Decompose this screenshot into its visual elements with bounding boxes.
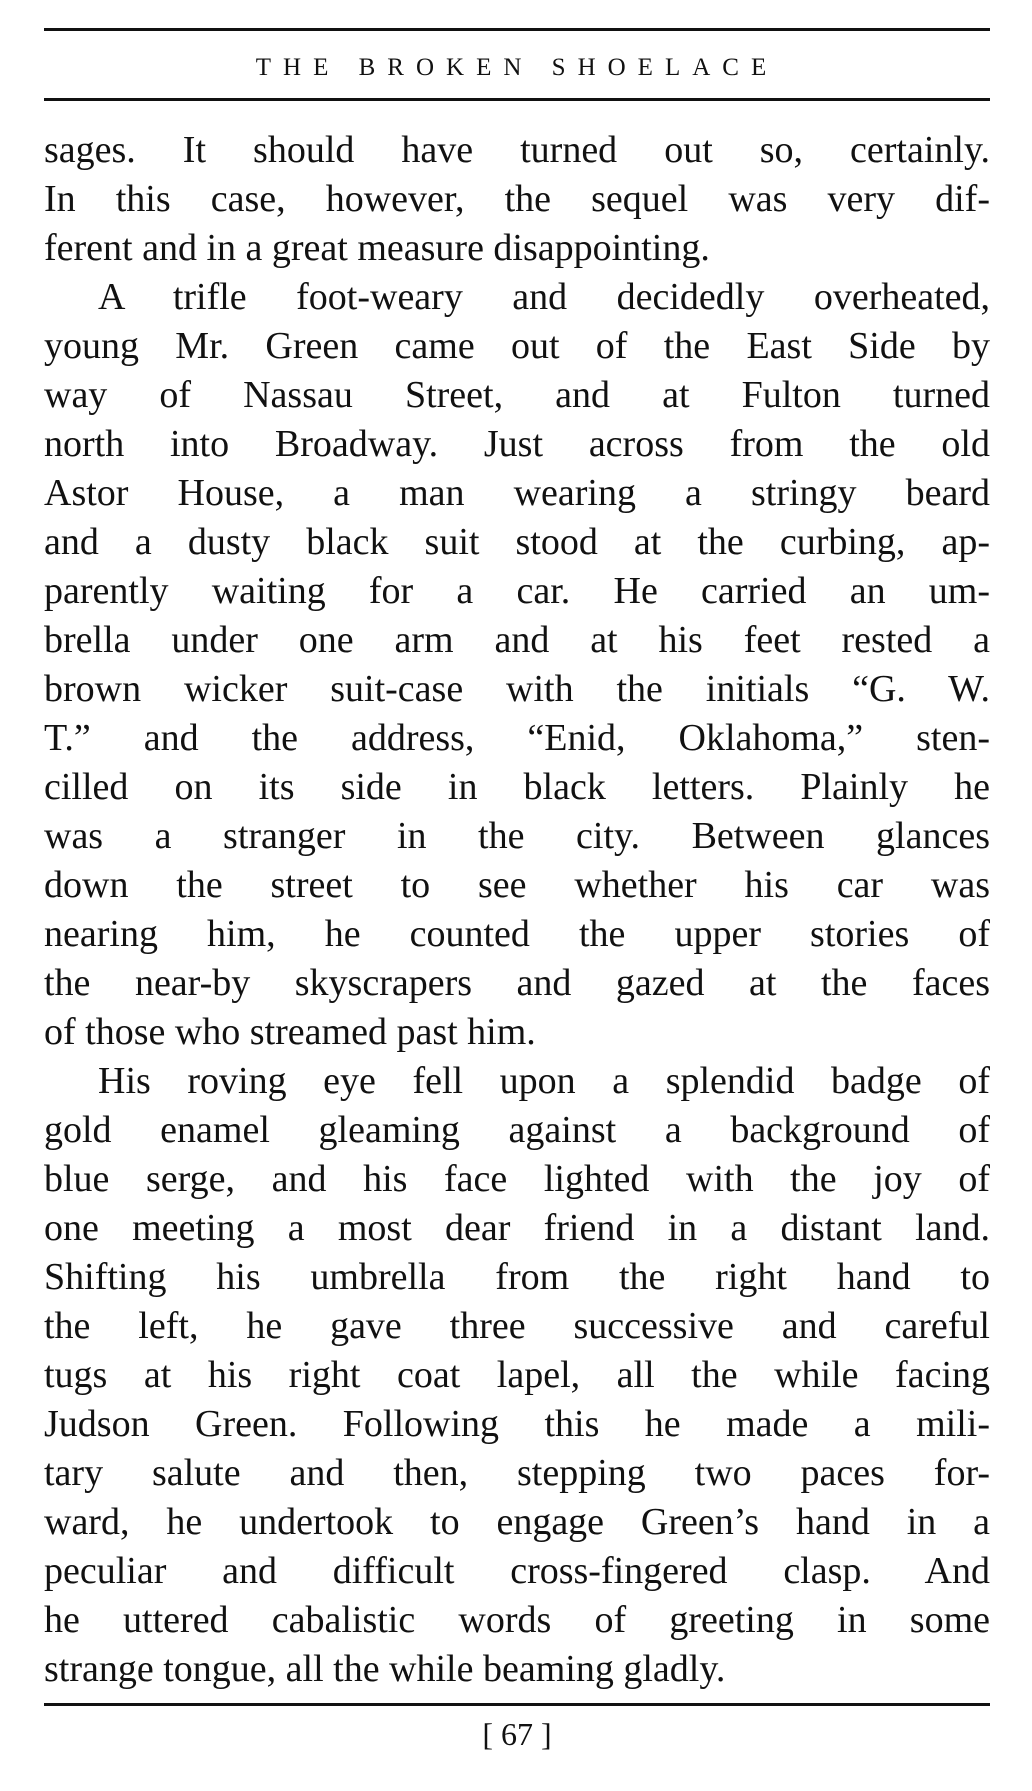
text-line: tary salute and then, stepping two paces for- [44,1452,990,1494]
text-line: ferent and in a great measure disappointing. [44,227,710,269]
text-line: Astor House, a man wearing a stringy beard [44,472,990,514]
text-line: parently waiting for a car. He carried an um- [44,570,990,612]
text-line: north into Broadway. Just across from the old [44,423,990,465]
text-line: strange tongue, all the while beaming gladly. [44,1648,726,1690]
text-line: peculiar and difficult cross-fingered clasp. And [44,1550,990,1592]
paragraph [44,1057,990,1694]
text-line: T.” and the address, “Enid, Oklahoma,” sten- [44,717,990,759]
text-line: nearing him, he counted the upper stories of [44,913,990,955]
text-line: the left, he gave three successive and careful [44,1305,990,1347]
text-line: he uttered cabalistic words of greeting in some [44,1599,990,1641]
text-line: of those who streamed past him. [44,1011,536,1053]
text-line: blue serge, and his face lighted with the joy of [44,1158,990,1200]
footer-rule [44,1703,990,1706]
header-bottom-rule [44,98,990,101]
text-line: His roving eye fell upon a splendid badge of [98,1060,990,1102]
text-line: ward, he undertook to engage Green’s hand in a [44,1501,990,1543]
text-line: and a dusty black suit stood at the curbing, ap- [44,521,990,563]
text-line: the near-by skyscrapers and gazed at the faces [44,962,990,1004]
text-line: brown wicker suit-case with the initials “G. W. [44,668,990,710]
text-line: Shifting his umbrella from the right hand to [44,1256,990,1298]
text-line: Judson Green. Following this he made a mili- [44,1403,990,1445]
text-line: down the street to see whether his car was [44,864,990,906]
text-line: gold enamel gleaming against a background of [44,1109,990,1151]
text-line: was a stranger in the city. Between glances [44,815,990,857]
text-line: young Mr. Green came out of the East Side by [44,325,990,367]
paragraph [44,273,990,1057]
page-number: [ 67 ] [482,1716,552,1752]
text-line: tugs at his right coat lapel, all the while facing [44,1354,990,1396]
text-line: one meeting a most dear friend in a distant land. [44,1207,990,1249]
text-line: In this case, however, the sequel was very dif- [44,178,990,220]
paragraph [44,126,990,273]
header-top-rule [44,28,990,31]
text-line: way of Nassau Street, and at Fulton turned [44,374,990,416]
text-line: brella under one arm and at his feet rested a [44,619,990,661]
text-line: A trifle foot-weary and decidedly overheated, [98,276,990,318]
text-line: cilled on its side in black letters. Plainly he [44,766,990,808]
text-line: sages. It should have turned out so, certainly. [44,129,990,171]
body-text [44,126,990,1694]
running-header: THE BROKEN SHOELACE [255,54,779,81]
